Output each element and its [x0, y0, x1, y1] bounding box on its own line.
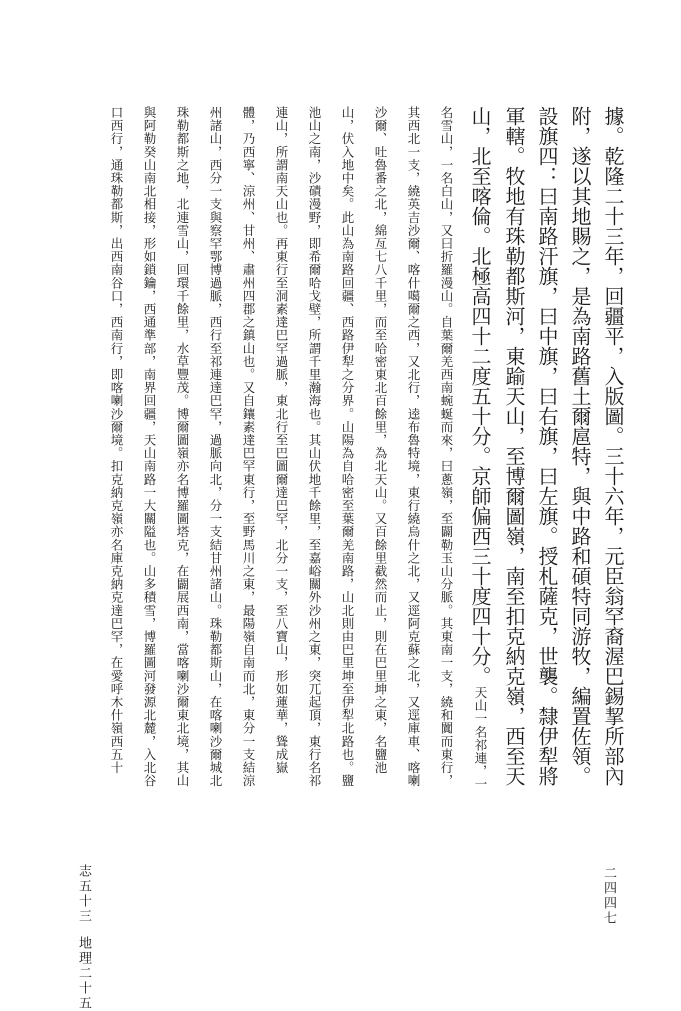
- volume-label: 志五十三: [76, 864, 91, 924]
- section-title: 地理二十五: [76, 936, 91, 1011]
- footer-left: [74, 864, 93, 1011]
- page-number: 二四四七: [601, 866, 616, 926]
- body-paragraph: [100, 106, 629, 796]
- main-text-segment: 據。乾隆二十三年，回疆平，入版圖。三十六年，元臣翁罕裔渥巴錫挈所部內附，遂以其地賜之，是為南路舊土爾扈特，與中路和碩特同游牧，編置佐領。設旗四：曰南路汗旗，曰中旗，曰右旗，曰左旗。授札薩克，世襲。隸伊犁將軍轄。牧地有珠勒都斯河，東踰天山，至博爾圖嶺，南至扣克納克嶺，西至天山，北至喀倫。北極高四十二度五十分。京師偏西三十度四十分。: [468, 106, 625, 786]
- vertical-text-block: [99, 106, 629, 796]
- commentary-text-segment: 天山一名祁連，一名雪山，一名白山，又曰折羅漫山。自葉爾羌西南蜿蜒而來，曰蔥嶺，至闢勒玉山分脈。其東南一支，繞和闐而東行，其西北一支，繞英吉沙爾、喀什噶爾之西，又北行，逵布魯特境，東行繞烏什之北，又逕阿克蘇之北，又逕庫車、喀喇沙爾、吐魯番之北，綿亙七八千里，而至哈密東北百餘里，為北天山。又百餘里截然而止，則在巴里坤之東，名鹽池山，伏入地中矣。此山為南路回疆、西路伊犁之分界。山陽為自哈密至葉爾羌南路，山北則由巴里坤至伊犁北路也。鹽池山之南，沙磧漫野，即希爾哈戈壁，所謂千里瀚海也。其山伏地千餘里，至嘉峪關外沙州之東，突兀起頂，東行名祁連山，所謂南天山也。再東行至洞素達巴罕過脈，東北行至巴圖爾達巴罕，北分一支，至八寶山，形如蓮華，聳成嶽體，乃西寧、涼州、甘州、肅州四郡之鎮山也。又自鑲素達巴罕東行，至野馬川之東，最陽嶺自南而北，東分一支結涼州諸山，西分一支與察罕鄂博過脈，西行至祁連達巴罕，過脈向北，分一支結甘州諸山。珠勒都斯山，在喀喇沙爾城北珠勒都斯之地，北連雪山，回環千餘里，水草豐茂。博爾圖嶺亦名博羅圖塔克，在闢展西南，當喀喇沙爾東北境，其山與阿勒癸山南北相接，形如鎖鑰，西通準部，南界回疆，天山南路一大關隘也。山多積雪，博羅圖河發源北麓，入北谷口西行，通珠勒都斯，出西南谷口，西南行，即喀喇沙爾境。扣克納克嶺亦名庫克納克達巴罕，在愛呼木什嶺西五十: [109, 106, 488, 791]
